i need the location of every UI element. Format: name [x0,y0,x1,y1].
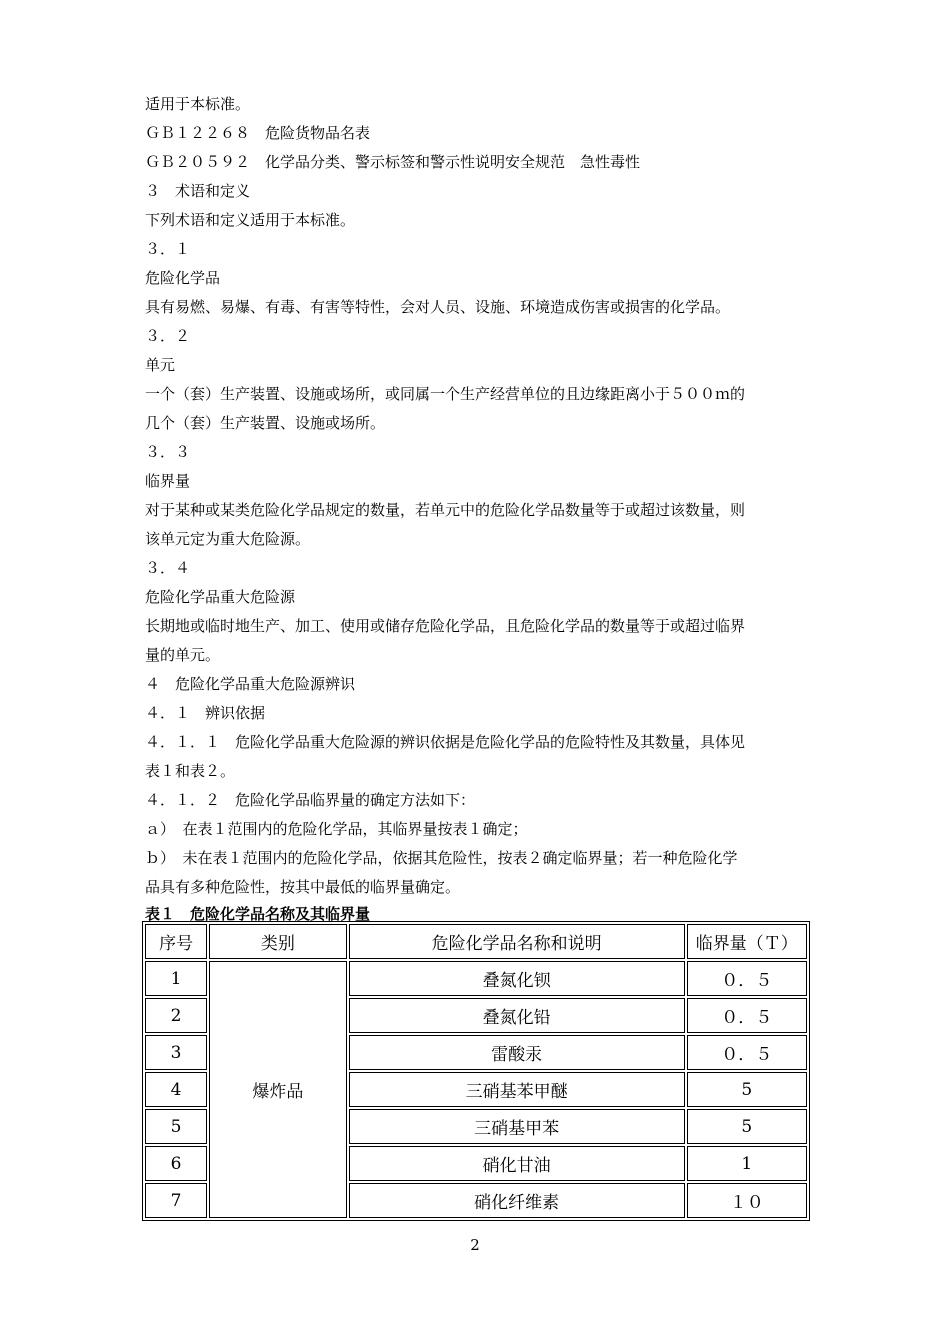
header-cell: 类别 [209,924,346,959]
table-caption: 表１ 危险化学品名称及其临界量 [145,905,371,923]
chemical-name: 雷酸汞 [349,1035,685,1070]
critical-quantity: ０．５ [687,1035,807,1070]
section-heading: ３ 术语和定义 [145,182,251,200]
text-line: ４．１．２ 危险化学品临界量的确定方法如下： [145,791,476,809]
critical-quantity-table [142,921,810,1221]
definition: 该单元定为重大危险源。 [145,530,311,548]
row-number: 2 [145,998,207,1033]
clause-number: ３．１ [145,240,191,258]
critical-quantity: 1 [687,1146,807,1181]
text-line: ＧＢ２０５９２ 化学品分类、警示标签和警示性说明安全规范 急性毒性 [145,153,641,171]
header-cell: 临界量（Ｔ） [687,924,807,959]
critical-quantity: 5 [687,1072,807,1107]
subsection-heading: ４．１ 辨识依据 [145,704,266,722]
text-line: 表１和表２。 [145,762,236,780]
critical-quantity: 5 [687,1109,807,1144]
text-line: 下列术语和定义适用于本标准。 [145,211,356,229]
row-number: 6 [145,1146,207,1181]
chemical-name: 叠氮化钡 [349,961,685,996]
table-row [145,961,807,996]
definition: 对于某种或某类危险化学品规定的数量，若单元中的危险化学品数量等于或超过该数量，则 [145,501,746,519]
term: 危险化学品 [145,269,221,287]
row-number: 1 [145,961,207,996]
text-line: 适用于本标准。 [145,95,251,113]
text-line: ４．１．１ 危险化学品重大危险源的辨识依据是危险化学品的危险特性及其数量，具体见 [145,733,746,751]
header-cell: 危险化学品名称和说明 [349,924,685,959]
row-number: 5 [145,1109,207,1144]
category-cell: 爆炸品 [209,961,346,1218]
definition: 一个（套）生产装置、设施或场所，或同属一个生产经营单位的且边缘距离小于５００ｍ的 [145,385,746,403]
term: 危险化学品重大危险源 [145,588,296,606]
list-item: ａ） 在表１范围内的危险化学品，其临界量按表１确定； [145,820,528,838]
row-number: 7 [145,1183,207,1218]
clause-number: ３．４ [145,559,191,577]
header-cell: 序号 [145,924,207,959]
text-line: ＧＢ１２２６８ 危险货物品名表 [145,124,371,142]
row-number: 4 [145,1072,207,1107]
critical-quantity: ０．５ [687,998,807,1033]
term: 临界量 [145,472,191,490]
term: 单元 [145,356,176,374]
clause-number: ３．２ [145,327,191,345]
critical-quantity: １０ [687,1183,807,1218]
chemical-name: 硝化纤维素 [349,1183,685,1218]
chemical-name: 三硝基苯甲醚 [349,1072,685,1107]
definition: 几个（套）生产装置、设施或场所。 [145,414,386,432]
critical-quantity: ０．５ [687,961,807,996]
row-number: 3 [145,1035,207,1070]
clause-number: ３．３ [145,443,191,461]
table-header-row [145,924,807,959]
list-item: 品具有多种危险性，按其中最低的临界量确定。 [145,878,461,896]
list-item: ｂ） 未在表１范围内的危险化学品，依据其危险性，按表２确定临界量；若一种危险化学 [145,849,738,867]
definition: 量的单元。 [145,646,221,664]
page-number: 2 [470,1236,480,1254]
chemical-name: 硝化甘油 [349,1146,685,1181]
section-heading: ４ 危险化学品重大危险源辨识 [145,675,356,693]
chemical-name: 三硝基甲苯 [349,1109,685,1144]
definition: 长期地或临时地生产、加工、使用或储存危险化学品，且危险化学品的数量等于或超过临界 [145,617,746,635]
definition: 具有易燃、易爆、有毒、有害等特性，会对人员、设施、环境造成伤害或损害的化学品。 [145,298,731,316]
chemical-name: 叠氮化铅 [349,998,685,1033]
